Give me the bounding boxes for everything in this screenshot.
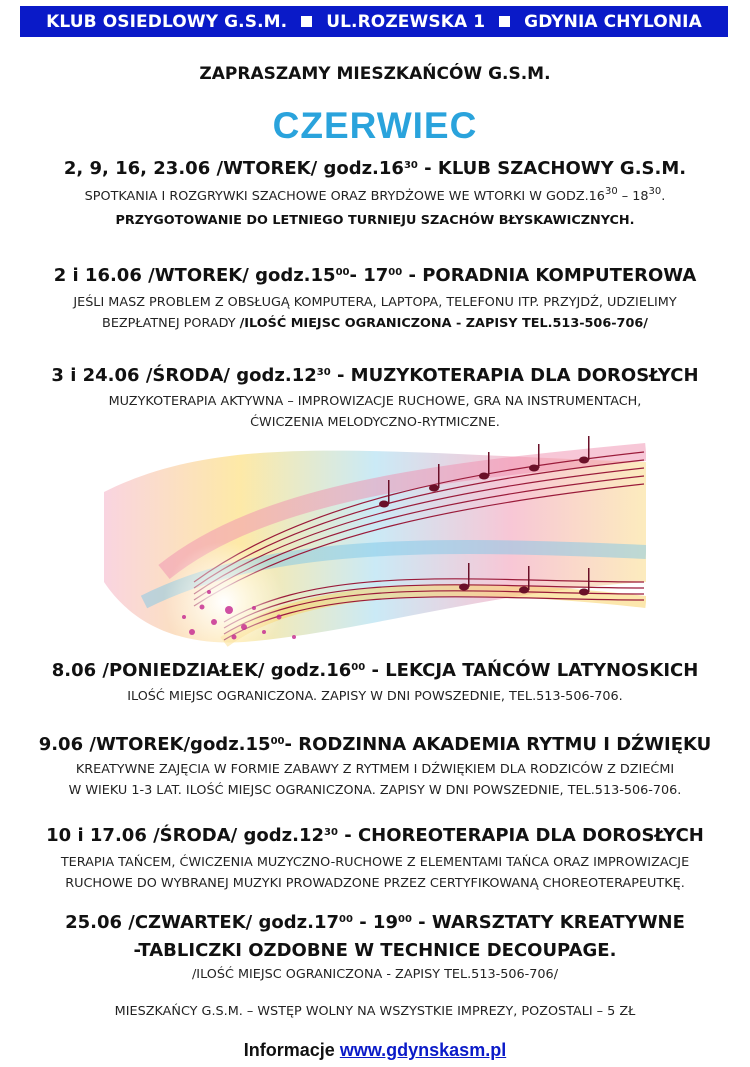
event-6-desc-2: RUCHOWE DO WYBRANEJ MUZYKI PROWADZONE PRZEZ CERTYFIKOWANĄ CHOREOTERAPEUTKĘ. <box>65 876 685 891</box>
event-1-heading-text: 2, 9, 16, 23.06 /WTOREK/ godz.16 <box>63 158 404 179</box>
event-5-desc-2: W WIEKU 1-3 LAT. ILOŚĆ MIEJSC OGRANICZONA. ZAPISY W DNI POWSZEDNIE, TEL.513-506-706. <box>68 783 682 798</box>
event-1-desc-1 <box>0 186 750 204</box>
month-title: CZERWIEC <box>272 105 478 146</box>
footer-note: MIESZKAŃCY G.S.M. – WSTĘP WOLNY NA WSZYSTKIE IMPREZY, POZOSTALI – 5 ZŁ <box>114 1004 636 1019</box>
event-1-heading-title: - KLUB SZACHOWY G.S.M. <box>417 158 687 179</box>
header-banner <box>20 6 728 37</box>
square-bullet-icon <box>301 16 312 27</box>
event-1-heading-sup: 30 <box>403 160 418 171</box>
event-7-desc-1: /ILOŚĆ MIEJSC OGRANICZONA - ZAPISY TEL.513-506-706/ <box>191 967 559 982</box>
event-2-heading <box>0 265 750 286</box>
event-5-heading-title: - RODZINNA AKADEMIA RYTMU I DŹWIĘKU <box>284 734 712 755</box>
event-1-desc-2: PRZYGOTOWANIE DO LETNIEGO TURNIEJU SZACHÓW BŁYSKAWICZNYCH. <box>115 213 635 228</box>
banner-city: GDYNIA CHYLONIA <box>524 11 702 32</box>
event-6-heading-text: 10 i 17.06 /ŚRODA/ godz.12 <box>46 825 325 846</box>
event-7-heading-sup-2: 00 <box>397 914 412 925</box>
event-7-heading-text: 25.06 /CZWARTEK/ godz.17 <box>65 912 339 933</box>
event-6-heading <box>0 825 750 846</box>
event-2-desc-2-text: BEZPŁATNEJ PORADY <box>102 316 240 331</box>
music-notes-illustration <box>104 432 646 654</box>
event-2-desc-2-bold: /ILOŚĆ MIEJSC OGRANICZONA - ZAPISY TEL.513-506-706/ <box>239 316 648 331</box>
banner-street: UL.ROZEWSKA 1 <box>326 11 486 32</box>
event-3-desc-2: ĆWICZENIA MELODYCZNO-RYTMICZNE. <box>250 415 500 430</box>
event-6-heading-title: - CHOREOTERAPIA DLA DOROSŁYCH <box>337 825 704 846</box>
event-3-desc-1: MUZYKOTERAPIA AKTYWNA – IMPROWIZACJE RUCHOWE, GRA NA INSTRUMENTACH, <box>108 394 642 409</box>
info-line <box>0 1040 750 1061</box>
event-3-heading-text: 3 i 24.06 /ŚRODA/ godz.12 <box>51 365 317 386</box>
event-5-desc-1: KREATYWNE ZAJĘCIA W FORMIE ZABAWY Z RYTMEM I DŹWIĘKIEM DLA RODZICÓW Z DZIEĆMI <box>75 762 675 777</box>
event-1-desc-sup-1: 30 <box>604 186 618 197</box>
event-3-heading-title: - MUZYKOTERAPIA DLA DOROSŁYCH <box>330 365 699 386</box>
event-3-heading <box>0 365 750 386</box>
website-link[interactable]: www.gdynskasm.pl <box>339 1040 507 1060</box>
event-3-heading-sup: 30 <box>316 367 331 378</box>
event-4-heading-sup: 00 <box>351 662 366 673</box>
event-7-heading <box>0 912 750 933</box>
event-2-heading-mid: - 17 <box>349 265 389 286</box>
event-4-heading <box>0 660 750 681</box>
event-7-heading-2: -TABLICZKI OZDOBNE W TECHNICE DECOUPAGE. <box>133 940 617 961</box>
event-2-desc-2 <box>0 316 750 331</box>
event-4-heading-title: - LEKCJA TAŃCÓW LATYNOSKICH <box>365 660 699 681</box>
event-2-heading-sup-2: 00 <box>388 267 403 278</box>
event-2-heading-sup-1: 00 <box>335 267 350 278</box>
event-2-heading-title: - PORADNIA KOMPUTEROWA <box>402 265 697 286</box>
square-bullet-icon <box>499 16 510 27</box>
event-5-heading-text: 9.06 /WTOREK/godz.15 <box>38 734 271 755</box>
event-1-desc-sup-2: 30 <box>648 186 662 197</box>
event-7-heading-title: - WARSZTATY KREATYWNE <box>411 912 685 933</box>
event-5-heading <box>0 734 750 755</box>
banner-club: KLUB OSIEDLOWY G.S.M. <box>46 11 288 32</box>
event-2-heading-text: 2 i 16.06 /WTOREK/ godz.15 <box>53 265 336 286</box>
event-1-heading <box>0 158 750 179</box>
event-1-desc-text: SPOTKANIA I ROZGRYWKI SZACHOWE ORAZ BRYDŻOWE WE WTORKI W GODZ.16 <box>84 189 605 204</box>
event-4-desc-1: ILOŚĆ MIEJSC OGRANICZONA. ZAPISY W DNI POWSZEDNIE, TEL.513-506-706. <box>127 689 623 704</box>
event-6-desc-1: TERAPIA TAŃCEM, ĆWICZENIA MUZYCZNO-RUCHOWE Z ELEMENTAMI TAŃCA ORAZ IMPROWIZACJE <box>60 855 690 870</box>
invite-heading: ZAPRASZAMY MIESZKAŃCÓW G.S.M. <box>199 64 551 84</box>
info-label: Informacje <box>243 1040 340 1060</box>
event-7-heading-mid: - 19 <box>352 912 398 933</box>
event-2-desc-1: JEŚLI MASZ PROBLEM Z OBSŁUGĄ KOMPUTERA, LAPTOPA, TELEFONU ITP. PRZYJDŹ, UDZIELIMY <box>73 295 677 310</box>
event-4-heading-text: 8.06 /PONIEDZIAŁEK/ godz.16 <box>51 660 352 681</box>
event-5-heading-sup: 00 <box>270 736 285 747</box>
event-1-desc-mid: – 18 <box>617 189 649 204</box>
event-1-desc-end: . <box>661 189 666 204</box>
event-7-heading-sup-1: 00 <box>339 914 353 925</box>
event-6-heading-sup: 30 <box>324 827 338 838</box>
